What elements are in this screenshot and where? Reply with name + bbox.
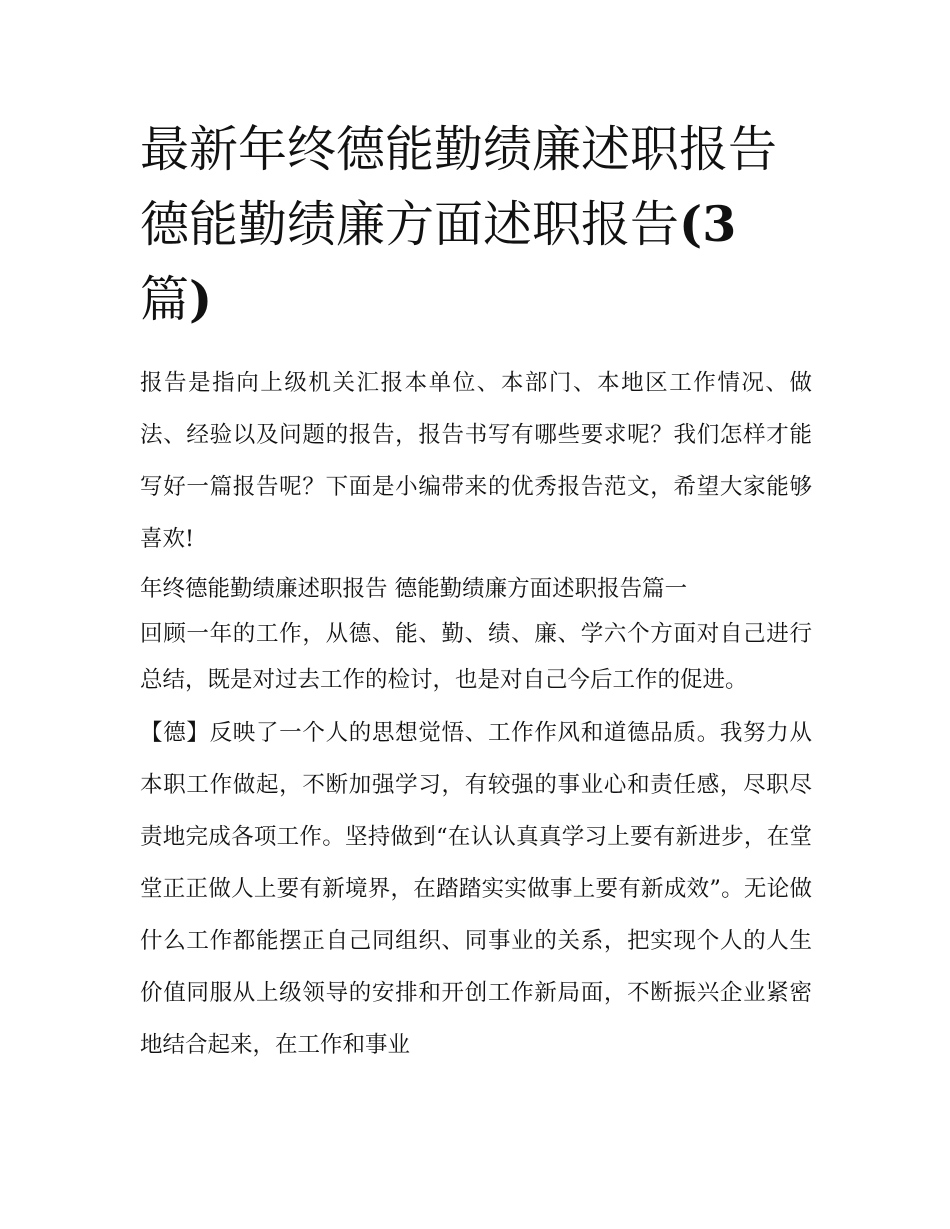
document-title [140,112,812,337]
document-page [140,112,812,1071]
title-count-close: ) [189,270,213,328]
title-count-open: (3 [679,195,737,253]
section-heading: 年终德能勤绩廉述职报告 德能勤绩廉方面述职报告篇一 [140,576,688,602]
title-count-unit: 篇 [140,271,190,328]
title-text: 最新年终德能勤绩廉述职报告德能勤绩廉方面述职报告 [140,121,778,253]
body-paragraph-1: 回顾一年的工作，从德、能、勤、绩、廉、学六个方面对自己进行总结，既是对过去工作的检讨，也是对自己今后工作的促进。 [140,621,812,693]
intro-paragraph: 报告是指向上级机关汇报本单位、本部门、本地区工作情况、做法、经验以及问题的报告，报告书写有哪些要求呢？我们怎样才能写好一篇报告呢？下面是小编带来的优秀报告范文，希望大家能够喜欢! [140,370,812,552]
body-paragraph-2: 【德】反映了一个人的思想觉悟、工作作风和道德品质。我努力从本职工作做起，不断加强学习，有较强的事业心和责任感，尽职尽责地完成各项工作。坚持做到“在认认真真学习上要有新进步，在堂堂正正做人上要有新境界，在踏踏实实做事上要有新成效”。无论做什么工作都能摆正自己同组织、同事业的关系，把实现个人的人生价值同服从上级领导的安排和开创工作新局面，不断振兴企业紧密地结合起来，在工作和事业 [140,720,812,1058]
